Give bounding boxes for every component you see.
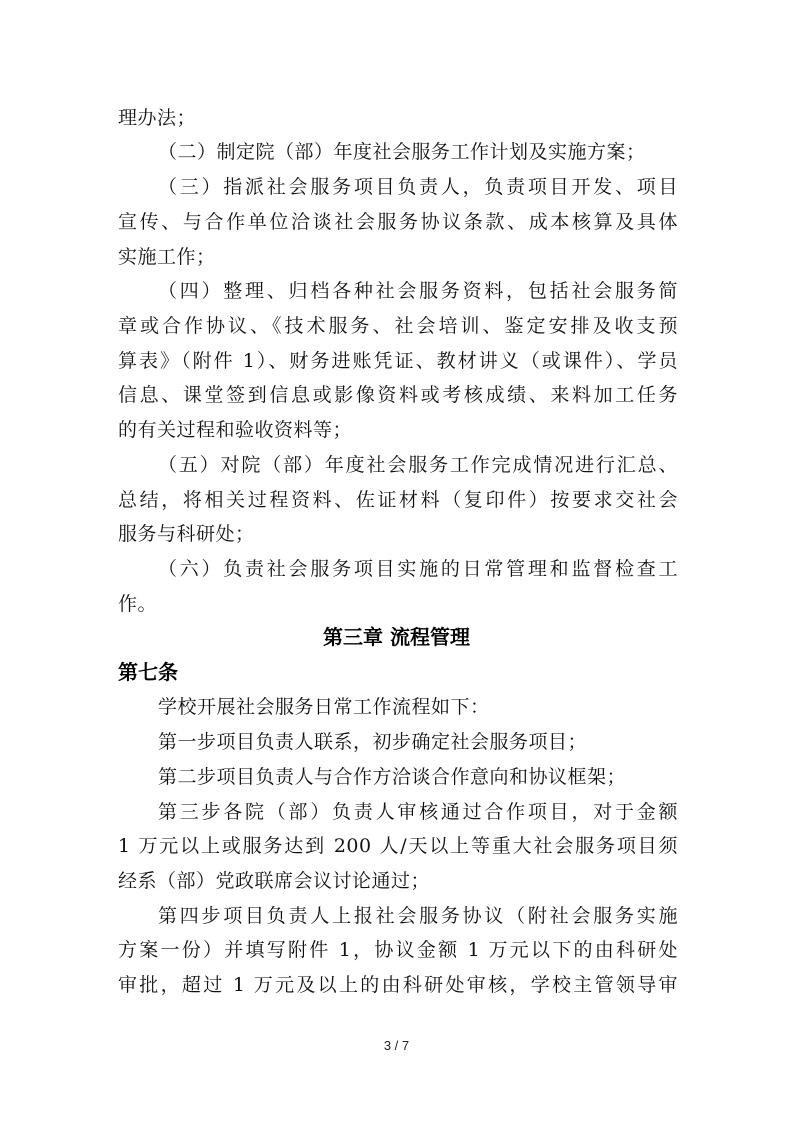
- body-text-line: 1 万元以上或服务达到 200 人/天以上等重大社会服务项目须: [118, 835, 678, 857]
- body-text-line: 宣传、与合作单位洽谈社会服务协议条款、成本核算及具体: [118, 211, 678, 233]
- body-text-line: 第二步项目负责人与合作方洽谈合作意向和协议框架；: [158, 766, 627, 788]
- body-text-line: 第一步项目负责人联系，初步确定社会服务项目；: [158, 731, 588, 753]
- body-text-line: 实施工作；: [118, 246, 216, 268]
- body-text-line: 经系（部）党政联席会议讨论通过；: [118, 870, 431, 892]
- body-text-line: 第三步各院（部）负责人审核通过合作项目，对于金额: [158, 801, 678, 823]
- article-title: 第七条: [118, 660, 178, 684]
- body-text-line: 的有关过程和验收资料等；: [118, 419, 353, 441]
- body-text-line: （五）对院（部）年度社会服务工作完成情况进行汇总、: [158, 454, 678, 476]
- body-text-line: （三）指派社会服务项目负责人，负责项目开发、项目: [158, 176, 678, 198]
- body-text-line: （六）负责社会服务项目实施的日常管理和监督检查工: [158, 558, 678, 580]
- body-text-line: 总结，将相关过程资料、佐证材料（复印件）按要求交社会: [118, 489, 678, 511]
- body-text-line: 审批，超过 1 万元及以上的由科研处审核，学校主管领导审: [118, 974, 678, 996]
- body-text-line: 算表》（附件 1）、财务进账凭证、教材讲义（或课件）、学员: [118, 350, 678, 372]
- body-text-line: 学校开展社会服务日常工作流程如下：: [158, 696, 490, 718]
- page-number: 3 / 7: [383, 1038, 410, 1053]
- body-text-line: 作。: [118, 593, 158, 615]
- body-text-line: （四）整理、归档各种社会服务资料，包括社会服务简: [158, 280, 678, 302]
- body-text-line: 章或合作协议、《技术服务、社会培训、鉴定安排及收支预: [118, 315, 678, 337]
- chapter-title: 第三章 流程管理: [323, 625, 470, 649]
- body-text-line: 服务与科研处；: [118, 523, 255, 545]
- body-text-line: 信息、课堂签到信息或影像资料或考核成绩、来料加工任务: [118, 384, 678, 406]
- body-text-line: 理办法；: [118, 107, 197, 129]
- body-text-line: 方案一份）并填写附件 1，协议金额 1 万元以下的由科研处: [118, 939, 678, 961]
- body-text-line: 第四步项目负责人上报社会服务协议（附社会服务实施: [158, 905, 678, 927]
- body-text-line: （二）制定院（部）年度社会服务工作计划及实施方案；: [158, 141, 646, 163]
